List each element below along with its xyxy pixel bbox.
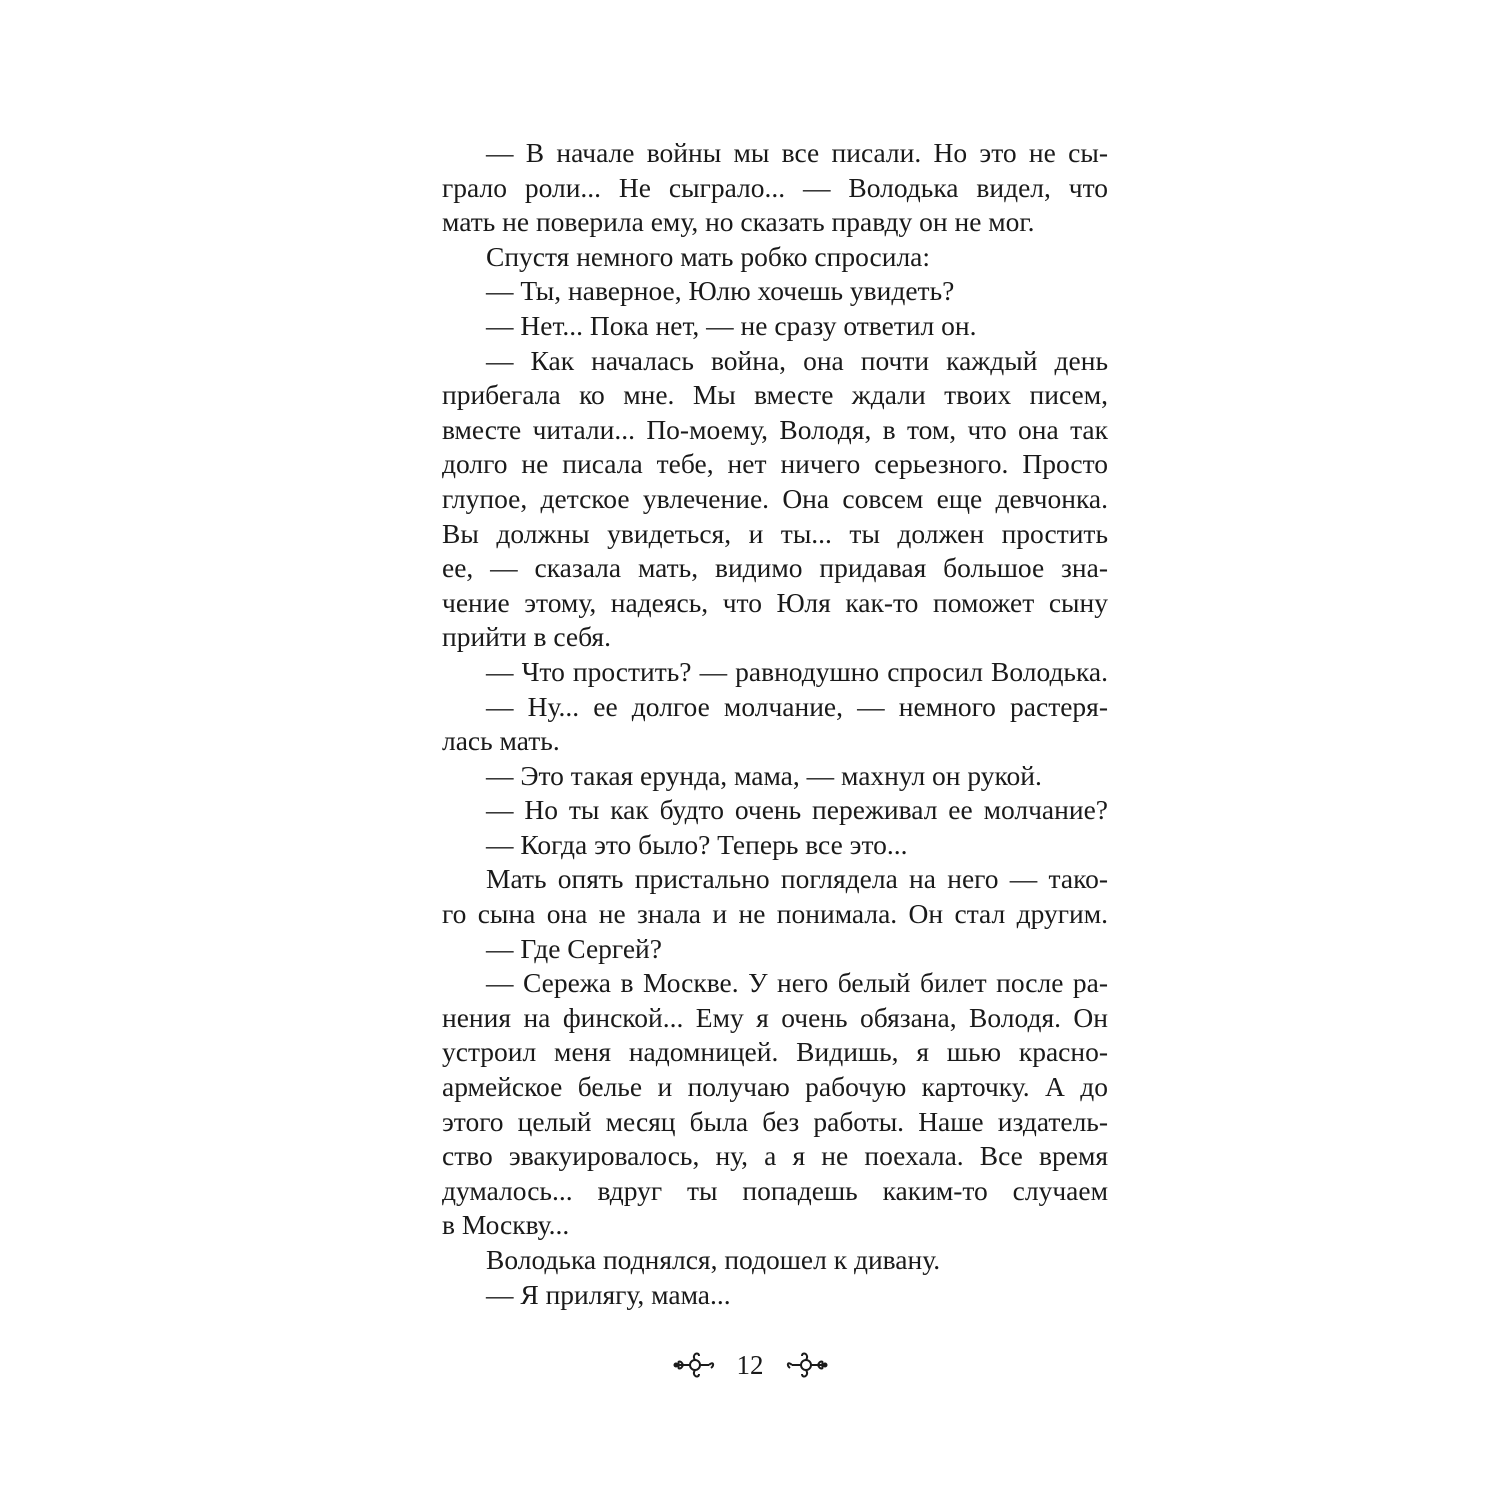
text-line: — Сережа в Москве. У него белый билет после ра- xyxy=(486,967,1108,999)
text-line: ство эвакуировалось, ну, а я не поехала. Все время xyxy=(442,1140,1108,1172)
text-line: — Когда это было? Теперь все это... xyxy=(486,828,908,860)
page-body xyxy=(442,136,1108,1312)
text-line: го сына она не знала и не понимала. Он стал другим. xyxy=(442,898,1108,930)
text-line: — Что простить? — равнодушно спросил Володька. xyxy=(486,655,1108,687)
ornament-left-icon xyxy=(673,1345,717,1385)
text-line: нения на финской... Ему я очень обязана, Володя. Он xyxy=(442,1001,1108,1033)
text-line: Вы должны увидеться, и ты... ты должен простить xyxy=(442,517,1108,549)
text-line: — Ну... ее долгое молчание, — немного растеря- xyxy=(486,690,1108,722)
text-line: прийти в себя. xyxy=(442,621,611,653)
text-line: ее, — сказала мать, видимо придавая большое зна- xyxy=(442,552,1108,584)
text-line: прибегала ко мне. Мы вместе ждали твоих писем, xyxy=(442,379,1108,411)
text-line: глупое, детское увлечение. Она совсем еще девчонка. xyxy=(442,482,1108,514)
text-line: лась мать. xyxy=(442,725,560,757)
text-line: устроил меня надомницей. Видишь, я шью красно- xyxy=(442,1036,1108,1068)
text-line: грало роли... Не сыграло... — Володька видел, что xyxy=(442,171,1108,203)
text-line: армейское белье и получаю рабочую карточку. А до xyxy=(442,1071,1108,1103)
text-line: Спустя немного мать робко спросила: xyxy=(486,240,931,272)
page-number: 12 xyxy=(736,1350,764,1380)
text-line: — Нет... Пока нет, — не сразу ответил он. xyxy=(486,309,977,341)
text-line: — Где Сергей? xyxy=(486,932,662,964)
ornament-right-icon xyxy=(784,1345,828,1385)
text-line: думалось... вдруг ты попадешь каким-то случаем xyxy=(442,1174,1108,1206)
text-line: этого целый месяц была без работы. Наше издатель- xyxy=(442,1105,1108,1137)
text-line: мать не поверила ему, но сказать правду он не мог. xyxy=(442,206,1035,238)
text-line: вместе читали... По-моему, Володя, в том, что она так xyxy=(442,413,1108,445)
text-line: Мать опять пристально поглядела на него — тако- xyxy=(486,863,1108,895)
text-line: — Я прилягу, мама... xyxy=(486,1278,731,1310)
text-line: — В начале войны мы все писали. Но это не сы- xyxy=(486,137,1108,168)
text-line: чение этому, надеясь, что Юля как-то поможет сыну xyxy=(442,586,1108,618)
text-line: долго не писала тебе, нет ничего серьезного. Просто xyxy=(442,448,1108,480)
text-line: — Как началась война, она почти каждый день xyxy=(486,344,1108,376)
text-line: в Москву... xyxy=(442,1209,570,1241)
text-line: — Это такая ерунда, мама, — махнул он рукой. xyxy=(486,759,1042,791)
text-line: — Но ты как будто очень переживал ее молчание? xyxy=(486,794,1108,826)
text-line: — Ты, наверное, Юлю хочешь увидеть? xyxy=(486,275,955,307)
page-footer xyxy=(0,1345,1500,1385)
text-line: Володька поднялся, подошел к дивану. xyxy=(486,1244,941,1275)
